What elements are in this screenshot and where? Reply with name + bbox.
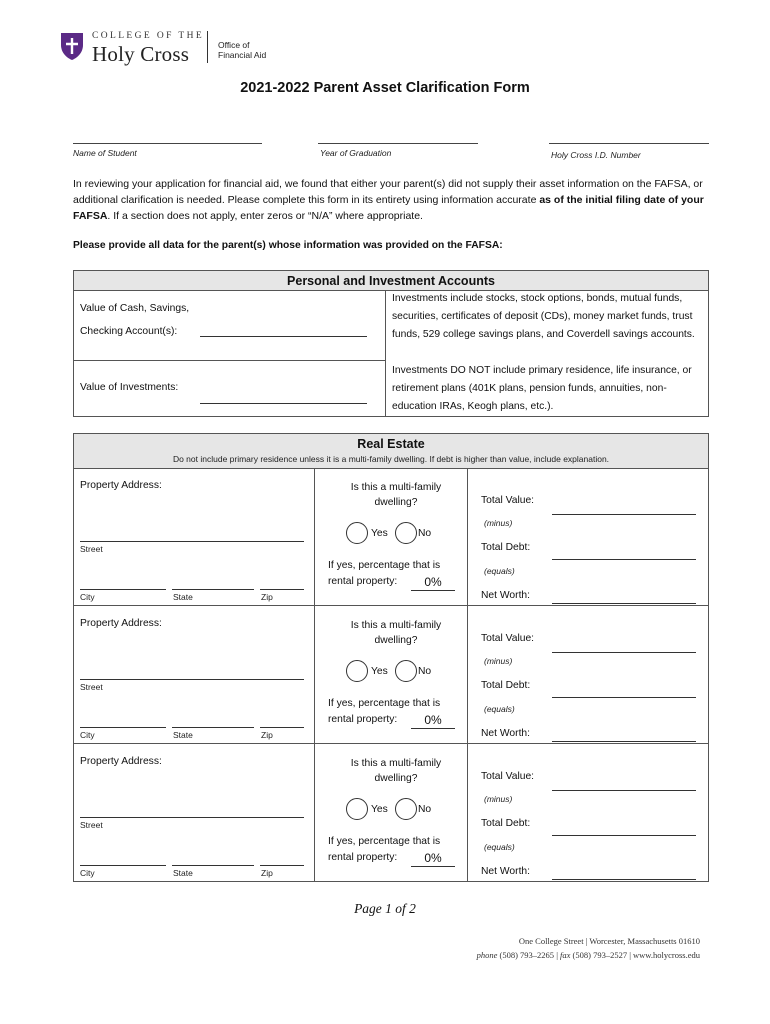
zip-caption: Zip	[261, 868, 273, 878]
holy-cross-shield-logo	[60, 31, 84, 61]
minus-label: (minus)	[484, 794, 513, 804]
no-radio[interactable]	[395, 798, 417, 820]
zip-field[interactable]	[260, 589, 304, 590]
form-title: 2021-2022 Parent Asset Clarification Form	[240, 80, 530, 96]
zip-caption: Zip	[261, 730, 273, 740]
logo-college-line: COLLEGE OF THE	[92, 31, 205, 41]
total-value-label: Total Value:	[481, 771, 535, 782]
investments-exclude-note: Investments DO NOT include primary residence, life insurance, or retirement plans (401K plans, pension funds, annuities, non-education IRAs, Keogh plans, etc.).	[392, 365, 692, 412]
footer-fax: (508) 793–2527	[572, 950, 628, 960]
intro-paragraph	[73, 176, 713, 224]
street-field[interactable]	[80, 541, 304, 542]
personal-accounts-heading: Personal and Investment Accounts	[74, 271, 708, 291]
property-address-label: Property Address:	[80, 618, 162, 629]
total-value-field[interactable]	[552, 652, 696, 653]
total-value-field[interactable]	[552, 790, 696, 791]
intro-text-2: . If a section does not apply, enter zeros or “N/A” where appropriate.	[107, 210, 423, 222]
percentage-label-line2: rental property:	[328, 852, 398, 863]
investments-label: Value of Investments:	[80, 382, 179, 393]
footer-fax-label: fax	[560, 950, 571, 960]
investments-include-note: Investments include stocks, stock options, bonds, mutual funds, securities, certificates of deposit (CDs), money market funds, trust funds, 529 college savings plans, and Coverdell savings accounts.	[392, 293, 695, 340]
real-estate-header	[74, 434, 708, 469]
percentage-label-line1: If yes, percentage that is	[328, 836, 441, 847]
minus-label: (minus)	[484, 656, 513, 666]
footer-contact	[477, 950, 700, 960]
state-caption: State	[173, 868, 193, 878]
total-debt-field[interactable]	[552, 697, 696, 698]
city-caption: City	[80, 868, 95, 878]
equals-label: (equals)	[484, 842, 515, 852]
real-estate-subheading: Do not include primary residence unless it is a multi-family dwelling. If debt is higher than value, include explanation.	[172, 454, 610, 464]
street-field[interactable]	[80, 679, 304, 680]
total-value-field[interactable]	[552, 514, 696, 515]
property-address-label: Property Address:	[80, 756, 162, 767]
net-worth-label: Net Worth:	[481, 728, 531, 739]
personal-divider-horizontal	[73, 360, 385, 361]
street-caption: Street	[80, 682, 103, 692]
state-field[interactable]	[172, 865, 254, 866]
footer-address: One College Street | Worcester, Massachusetts 01610	[518, 936, 700, 946]
percentage-label-line2: rental property:	[328, 714, 398, 725]
graduation-year-caption: Year of Graduation	[320, 148, 392, 158]
total-debt-label: Total Debt:	[481, 680, 531, 691]
cash-label-line1: Value of Cash, Savings,	[80, 303, 190, 314]
total-value-label: Total Value:	[481, 633, 535, 644]
investments-value-field[interactable]	[200, 403, 367, 404]
footer-sep: |	[629, 950, 634, 960]
percentage-value[interactable]: 0%	[424, 713, 442, 727]
no-label: No	[418, 666, 432, 677]
total-debt-field[interactable]	[552, 559, 696, 560]
percentage-label-line1: If yes, percentage that is	[328, 698, 441, 709]
footer-phone-label: phone	[476, 950, 498, 960]
yes-radio[interactable]	[346, 798, 368, 820]
footer-phone: (508) 793–2265	[499, 950, 555, 960]
city-field[interactable]	[80, 589, 166, 590]
total-value-label: Total Value:	[481, 495, 535, 506]
zip-caption: Zip	[261, 592, 273, 602]
state-caption: State	[173, 730, 193, 740]
net-worth-label: Net Worth:	[481, 866, 531, 877]
equals-label: (equals)	[484, 566, 515, 576]
net-worth-field[interactable]	[552, 741, 696, 742]
yes-label: Yes	[371, 804, 388, 815]
real-estate-divider-1	[314, 468, 315, 882]
cash-value-field[interactable]	[200, 336, 367, 337]
yes-radio[interactable]	[346, 660, 368, 682]
real-estate-heading: Real Estate	[357, 437, 425, 451]
percentage-field[interactable]	[411, 590, 455, 591]
page-number: Page 1 of 2	[354, 901, 416, 916]
footer-sep: |	[556, 950, 561, 960]
street-caption: Street	[80, 820, 103, 830]
city-field[interactable]	[80, 865, 166, 866]
graduation-year-line[interactable]	[318, 143, 478, 144]
student-name-line[interactable]	[73, 143, 262, 144]
id-number-line[interactable]	[549, 143, 709, 144]
no-radio[interactable]	[395, 522, 417, 544]
property-separator-1	[73, 605, 709, 606]
state-field[interactable]	[172, 727, 254, 728]
multi-family-question: Is this a multi-family dwelling?	[350, 620, 442, 646]
logo-college-name: Holy Cross	[92, 42, 190, 66]
state-caption: State	[173, 592, 193, 602]
net-worth-field[interactable]	[552, 603, 696, 604]
multi-family-question: Is this a multi-family dwelling?	[350, 482, 442, 508]
multi-family-question: Is this a multi-family dwelling?	[350, 758, 442, 784]
personal-divider-vertical	[385, 290, 386, 417]
id-number-caption: Holy Cross I.D. Number	[551, 150, 641, 160]
logo-office-name	[218, 40, 266, 60]
equals-label: (equals)	[484, 704, 515, 714]
net-worth-label: Net Worth:	[481, 590, 531, 601]
zip-field[interactable]	[260, 865, 304, 866]
logo-office-line2: Financial Aid	[218, 50, 267, 60]
yes-label: Yes	[371, 666, 388, 677]
percentage-label-line2: rental property:	[328, 576, 398, 587]
cash-label-line2: Checking Account(s):	[80, 326, 178, 337]
property-separator-2	[73, 743, 709, 744]
percentage-value[interactable]: 0%	[424, 851, 442, 865]
real-estate-divider-2	[467, 468, 468, 882]
total-debt-label: Total Debt:	[481, 818, 531, 829]
percentage-field[interactable]	[411, 728, 455, 729]
logo-office-line1: Office of	[218, 40, 250, 50]
city-caption: City	[80, 592, 95, 602]
data-prompt: Please provide all data for the parent(s) whose information was provided on the FAFSA:	[73, 240, 503, 251]
percentage-value[interactable]: 0%	[424, 575, 442, 589]
net-worth-field[interactable]	[552, 879, 696, 880]
no-label: No	[418, 804, 432, 815]
total-debt-label: Total Debt:	[481, 542, 531, 553]
city-caption: City	[80, 730, 95, 740]
street-caption: Street	[80, 544, 103, 554]
intro-text-1: In reviewing your application for financial aid, we found that either your parent(s) did not supply their asset information on the FAFSA, or additional clarification is needed. Please complete this form in its entirety using information accurate	[73, 178, 703, 206]
student-name-caption: Name of Student	[73, 148, 137, 158]
total-debt-field[interactable]	[552, 835, 696, 836]
yes-label: Yes	[371, 528, 388, 539]
street-field[interactable]	[80, 817, 304, 818]
no-radio[interactable]	[395, 660, 417, 682]
logo-divider	[207, 31, 208, 63]
percentage-field[interactable]	[411, 866, 455, 867]
yes-radio[interactable]	[346, 522, 368, 544]
percentage-label-line1: If yes, percentage that is	[328, 560, 441, 571]
footer-web: www.holycross.edu	[633, 950, 700, 960]
property-address-label: Property Address:	[80, 480, 162, 491]
intro-emphasis: as of the initial filing date of your FAFSA	[73, 194, 704, 222]
state-field[interactable]	[172, 589, 254, 590]
minus-label: (minus)	[484, 518, 513, 528]
no-label: No	[418, 528, 432, 539]
zip-field[interactable]	[260, 727, 304, 728]
city-field[interactable]	[80, 727, 166, 728]
